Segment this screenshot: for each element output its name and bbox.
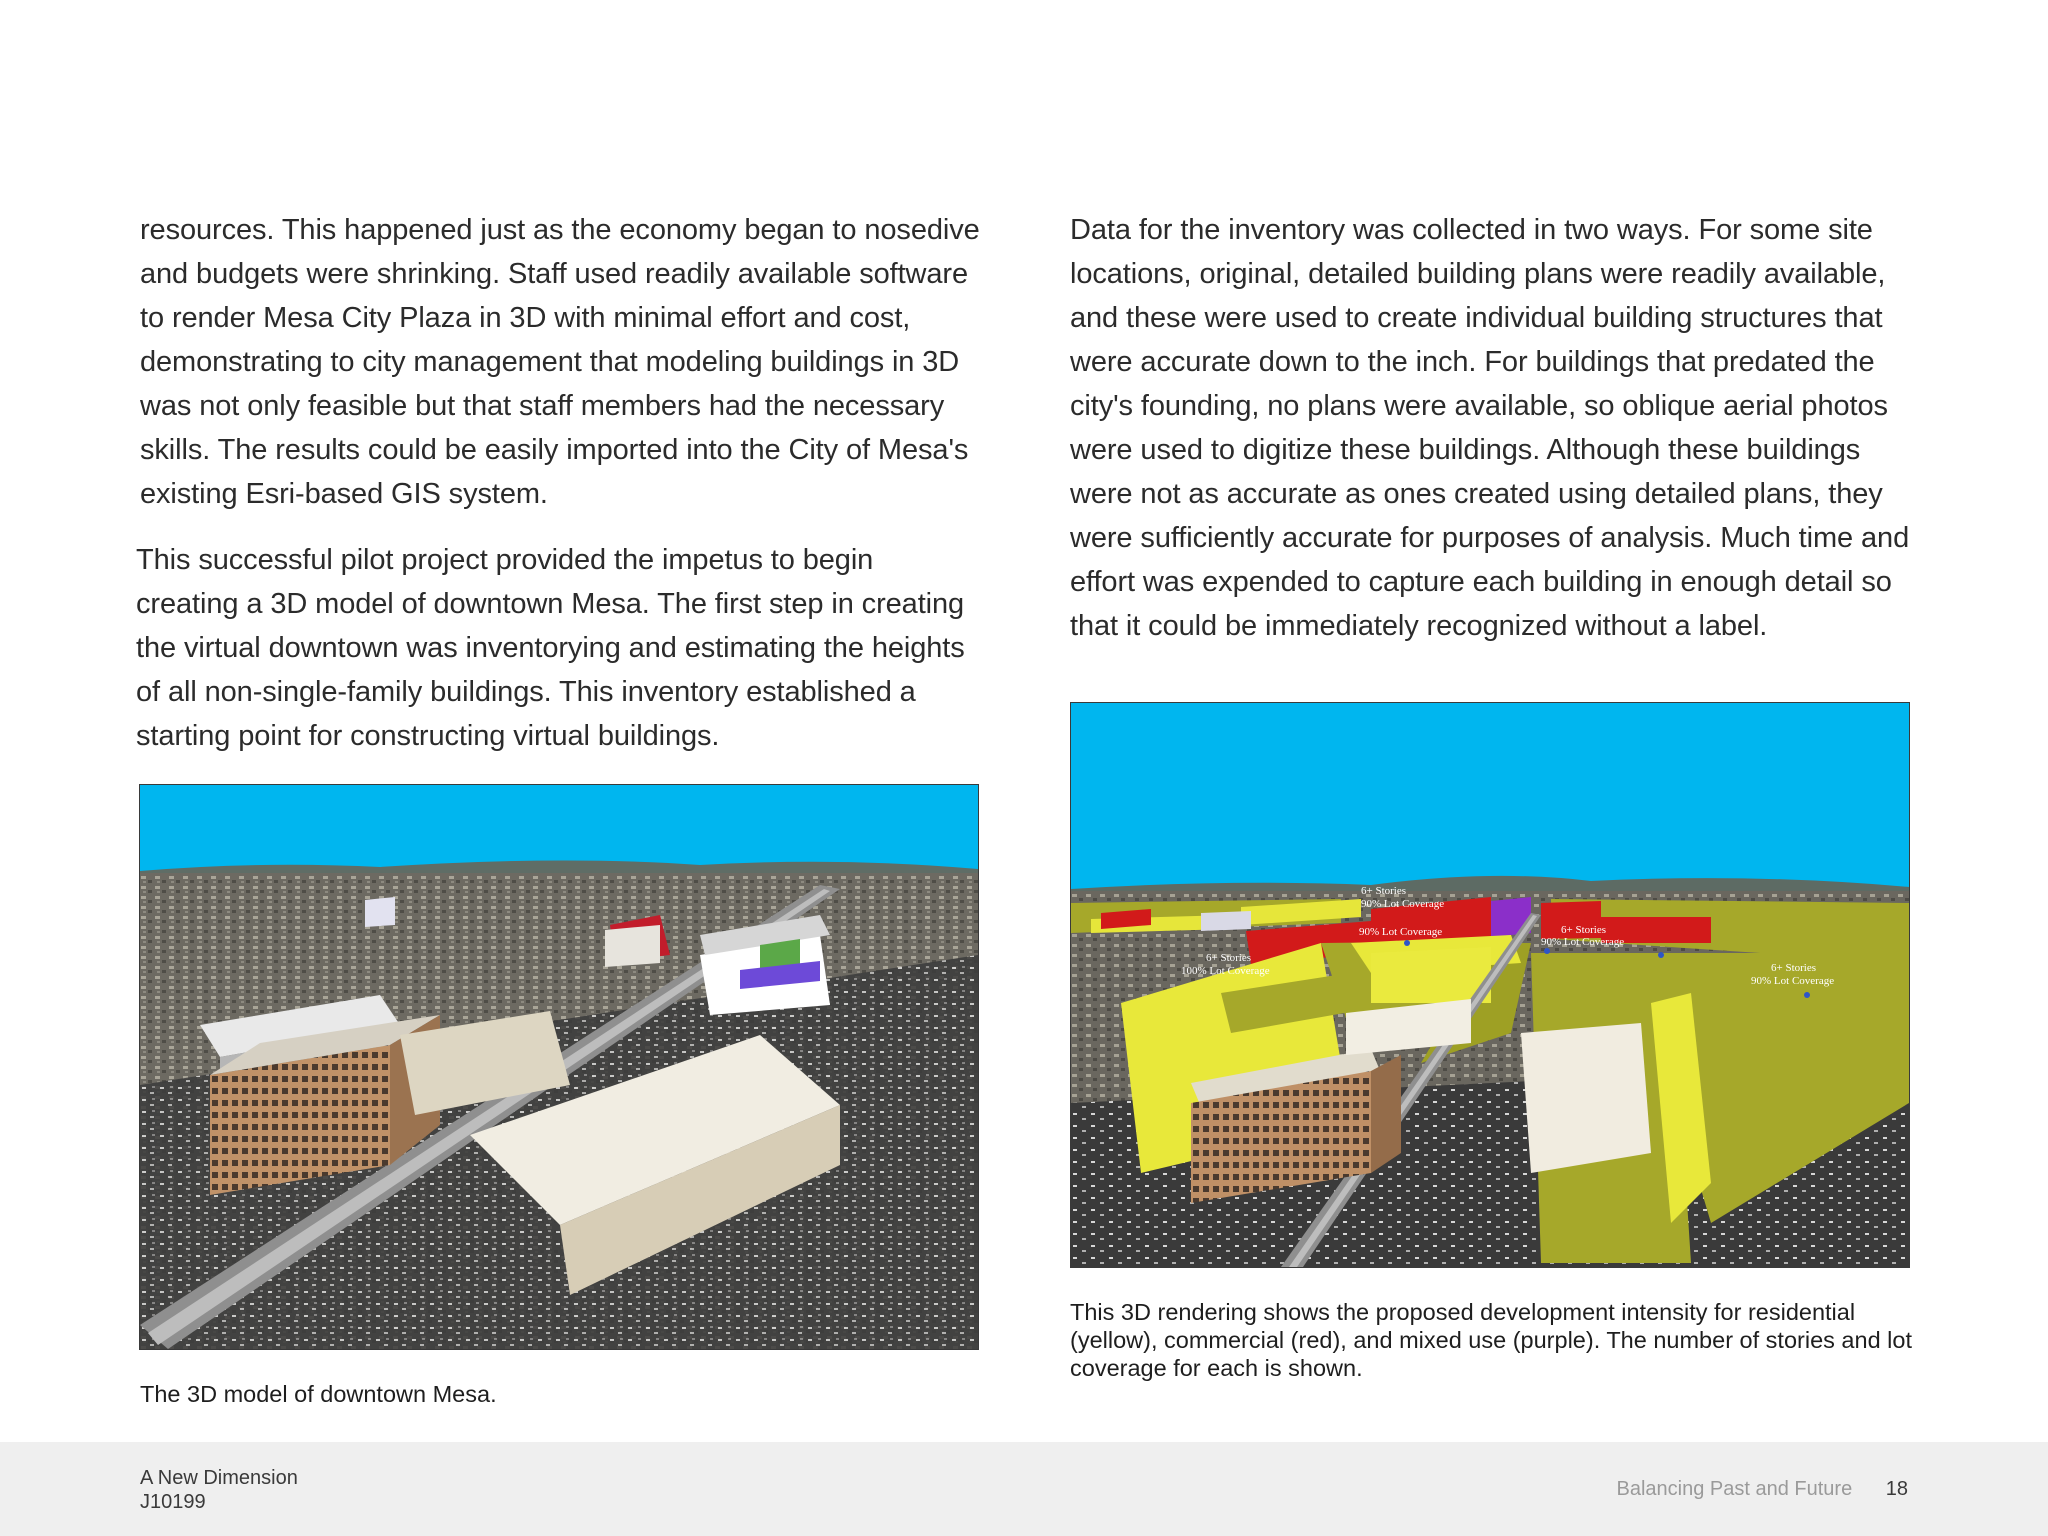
downtown-3d-model-render <box>140 785 978 1349</box>
body-paragraph: resources. This happened just as the economy began to nosedive and budgets were shrinking. Staff used readily available software to render Mesa City Plaza in 3D with minimal effort and cost, demonstrating to city management that modeling buildings in 3D was not only feasible but that staff members had the necessary skills. The results could be easily imported into the City of Mesa's existing Esri-based GIS system. <box>140 214 980 510</box>
right-column <box>1070 208 1912 670</box>
footer-section <box>1616 1478 1908 1501</box>
label-lot-coverage: 90% Lot Coverage <box>1541 936 1625 948</box>
development-intensity-image <box>1070 702 1910 1268</box>
development-intensity-render <box>1071 703 1909 1267</box>
label-lot-coverage: 100% Lot Coverage <box>1181 965 1270 977</box>
label-lot-coverage: 90% Lot Coverage <box>1359 926 1443 938</box>
label-lot-coverage: 90% Lot Coverage <box>1751 975 1835 987</box>
downtown-3d-model-image <box>139 784 979 1350</box>
footer-section-title: Balancing Past and Future <box>1616 1478 1853 1500</box>
label-lot-coverage: 90% Lot Coverage <box>1361 898 1445 910</box>
footer-doc-code: J10199 <box>140 1491 206 1513</box>
page-footer <box>0 1442 2048 1536</box>
body-paragraph: This successful pilot project provided the impetus to begin creating a 3D model of downtown Mesa. The first step in creating the virtual downtown was inventorying and estimating the heights of all non-single-family buildings. This inventory established a starting point for constructing virtual buildings. <box>136 544 965 752</box>
body-paragraph: Data for the inventory was collected in two ways. For some site locations, original, detailed building plans were readily available, and these were used to create individual building structures that were accurate down to the inch. For buildings that predated the city's founding, no plans were available, so oblique aerial photos were used to digitize these buildings. Although these buildings were not as accurate as ones created using detailed plans, they were sufficiently accurate for purposes of analysis. Much time and effort was expended to capture each building in enough detail so that it could be immediately recognized without a label. <box>1070 214 1910 642</box>
figure-caption: The 3D model of downtown Mesa. <box>140 1381 497 1407</box>
label-stories: 6+ Stories <box>1771 962 1817 974</box>
left-column <box>136 208 982 780</box>
footer-doc-title: A New Dimension <box>140 1467 298 1489</box>
label-stories: 6+ Stories <box>1206 952 1252 964</box>
figure-caption: This 3D rendering shows the proposed development intensity for residential (yellow), commercial (red), and mixed use (purple). The number of stories and lot coverage for each is shown. <box>1070 1299 1912 1381</box>
label-stories: 6+ Stories <box>1561 924 1607 936</box>
footer-doc-info <box>140 1466 298 1514</box>
page-number: 18 <box>1885 1478 1908 1500</box>
label-stories: 6+ Stories <box>1361 885 1407 897</box>
